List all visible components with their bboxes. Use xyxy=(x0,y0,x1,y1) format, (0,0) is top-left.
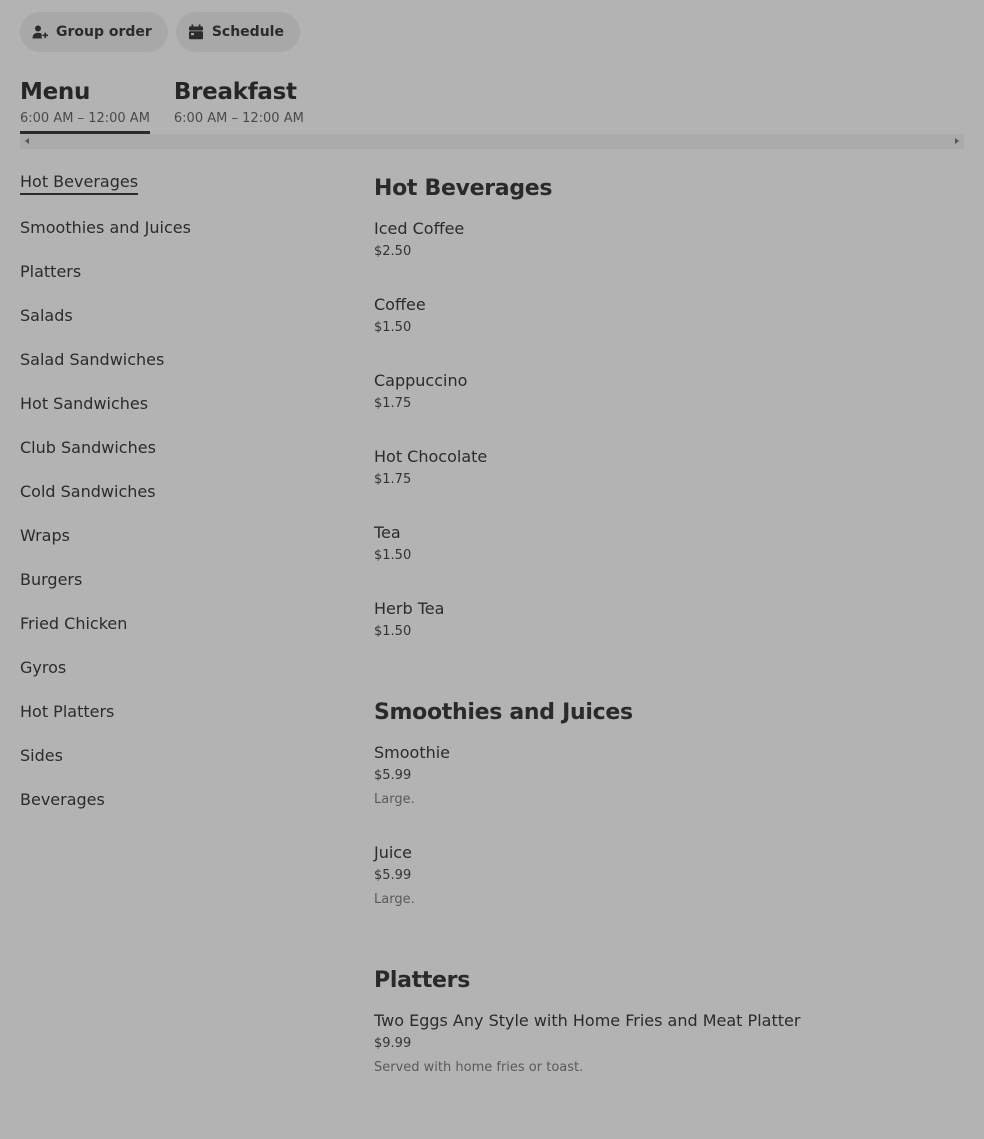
item-name: Smoothie xyxy=(374,743,451,762)
schedule-button[interactable] xyxy=(176,12,300,52)
item-name: Herb Tea xyxy=(374,599,445,618)
sidebar-item-salads[interactable] xyxy=(20,304,340,348)
sidebar-item-label: Platters xyxy=(20,262,82,281)
menu-item[interactable] xyxy=(374,842,964,909)
sidebar-item-sides[interactable] xyxy=(20,744,340,788)
menu-item[interactable] xyxy=(374,370,964,413)
sidebar-item-label: Fried Chicken xyxy=(20,614,128,633)
sidebar-item-label: Burgers xyxy=(20,570,83,589)
sidebar-item-hot-beverages[interactable] xyxy=(20,170,340,216)
menu-tab-hours: 6:00 AM – 12:00 AM xyxy=(173,111,304,126)
item-description: Large. xyxy=(374,892,415,907)
item-price: $1.75 xyxy=(374,396,412,411)
item-price: $1.75 xyxy=(374,472,412,487)
item-name: Tea xyxy=(374,523,401,542)
sidebar-item-beverages[interactable] xyxy=(20,788,340,832)
top-actions xyxy=(20,12,300,52)
section-platters xyxy=(374,966,964,1077)
menu-tab-title: Breakfast xyxy=(173,79,297,105)
menu-item[interactable] xyxy=(374,742,964,809)
item-description: Served with home fries or toast. xyxy=(374,1060,584,1075)
sidebar-item-platters[interactable] xyxy=(20,260,340,304)
sidebar-item-salad-sandwiches[interactable] xyxy=(20,348,340,392)
item-name: Two Eggs Any Style with Home Fries and Meat Platter xyxy=(374,1011,801,1030)
item-name: Iced Coffee xyxy=(374,219,465,238)
group-order-button[interactable] xyxy=(20,12,168,52)
item-description: Large. xyxy=(374,792,415,807)
menu-item[interactable] xyxy=(374,294,964,337)
sidebar-item-wraps[interactable] xyxy=(20,524,340,568)
sidebar-item-label: Gyros xyxy=(20,658,67,677)
scroll-left-arrow-icon[interactable] xyxy=(25,138,29,144)
tab-breakfast[interactable] xyxy=(174,78,304,136)
item-name: Hot Chocolate xyxy=(374,447,488,466)
sidebar-item-hot-platters[interactable] xyxy=(20,700,340,744)
section-smoothies-and-juices xyxy=(374,698,964,909)
category-sidebar xyxy=(20,170,340,832)
calendar-icon xyxy=(188,24,204,40)
item-price: $2.50 xyxy=(374,244,412,259)
menu-item[interactable] xyxy=(374,446,964,489)
item-name: Coffee xyxy=(374,295,426,314)
item-name: Cappuccino xyxy=(374,371,468,390)
sidebar-item-fried-chicken[interactable] xyxy=(20,612,340,656)
sidebar-item-burgers[interactable] xyxy=(20,568,340,612)
item-price: $9.99 xyxy=(374,1036,412,1051)
item-price: $5.99 xyxy=(374,868,412,883)
section-title: Hot Beverages xyxy=(374,176,553,201)
sidebar-item-label: Salads xyxy=(20,306,73,325)
menu-tab-title: Menu xyxy=(20,79,91,105)
menu-tabs xyxy=(20,78,304,136)
sidebar-item-gyros[interactable] xyxy=(20,656,340,700)
scroll-right-arrow-icon[interactable] xyxy=(955,138,959,144)
item-price: $1.50 xyxy=(374,548,412,563)
sidebar-item-label: Club Sandwiches xyxy=(20,438,156,457)
sidebar-item-smoothies-and-juices[interactable] xyxy=(20,216,340,260)
sidebar-item-label: Salad Sandwiches xyxy=(20,350,165,369)
tab-menu[interactable] xyxy=(20,78,150,136)
group-order-label: Group order xyxy=(56,24,152,40)
horizontal-scrollbar[interactable] xyxy=(20,134,964,149)
section-title: Smoothies and Juices xyxy=(374,700,633,725)
person-add-icon xyxy=(32,24,48,40)
menu-tab-hours: 6:00 AM – 12:00 AM xyxy=(20,111,150,126)
menu-item[interactable] xyxy=(374,1010,964,1077)
sidebar-item-club-sandwiches[interactable] xyxy=(20,436,340,480)
sidebar-item-label: Cold Sandwiches xyxy=(20,482,156,501)
sidebar-item-label: Beverages xyxy=(20,790,105,809)
sidebar-item-hot-sandwiches[interactable] xyxy=(20,392,340,436)
section-title: Platters xyxy=(374,968,471,993)
item-price: $5.99 xyxy=(374,768,412,783)
section-hot-beverages xyxy=(374,174,964,641)
sidebar-item-label: Wraps xyxy=(20,526,70,545)
menu-item[interactable] xyxy=(374,598,964,641)
item-price: $1.50 xyxy=(374,624,412,639)
menu-item[interactable] xyxy=(374,218,964,261)
sidebar-item-label: Sides xyxy=(20,746,63,765)
item-name: Juice xyxy=(374,843,412,862)
sidebar-item-label: Hot Platters xyxy=(20,702,115,721)
sidebar-item-label: Hot Sandwiches xyxy=(20,394,149,413)
sidebar-item-label: Smoothies and Juices xyxy=(20,218,191,237)
item-price: $1.50 xyxy=(374,320,412,335)
sidebar-item-cold-sandwiches[interactable] xyxy=(20,480,340,524)
menu-item[interactable] xyxy=(374,522,964,565)
sidebar-item-label: Hot Beverages xyxy=(20,172,138,195)
menu-content xyxy=(374,174,964,1077)
schedule-label: Schedule xyxy=(211,24,284,40)
